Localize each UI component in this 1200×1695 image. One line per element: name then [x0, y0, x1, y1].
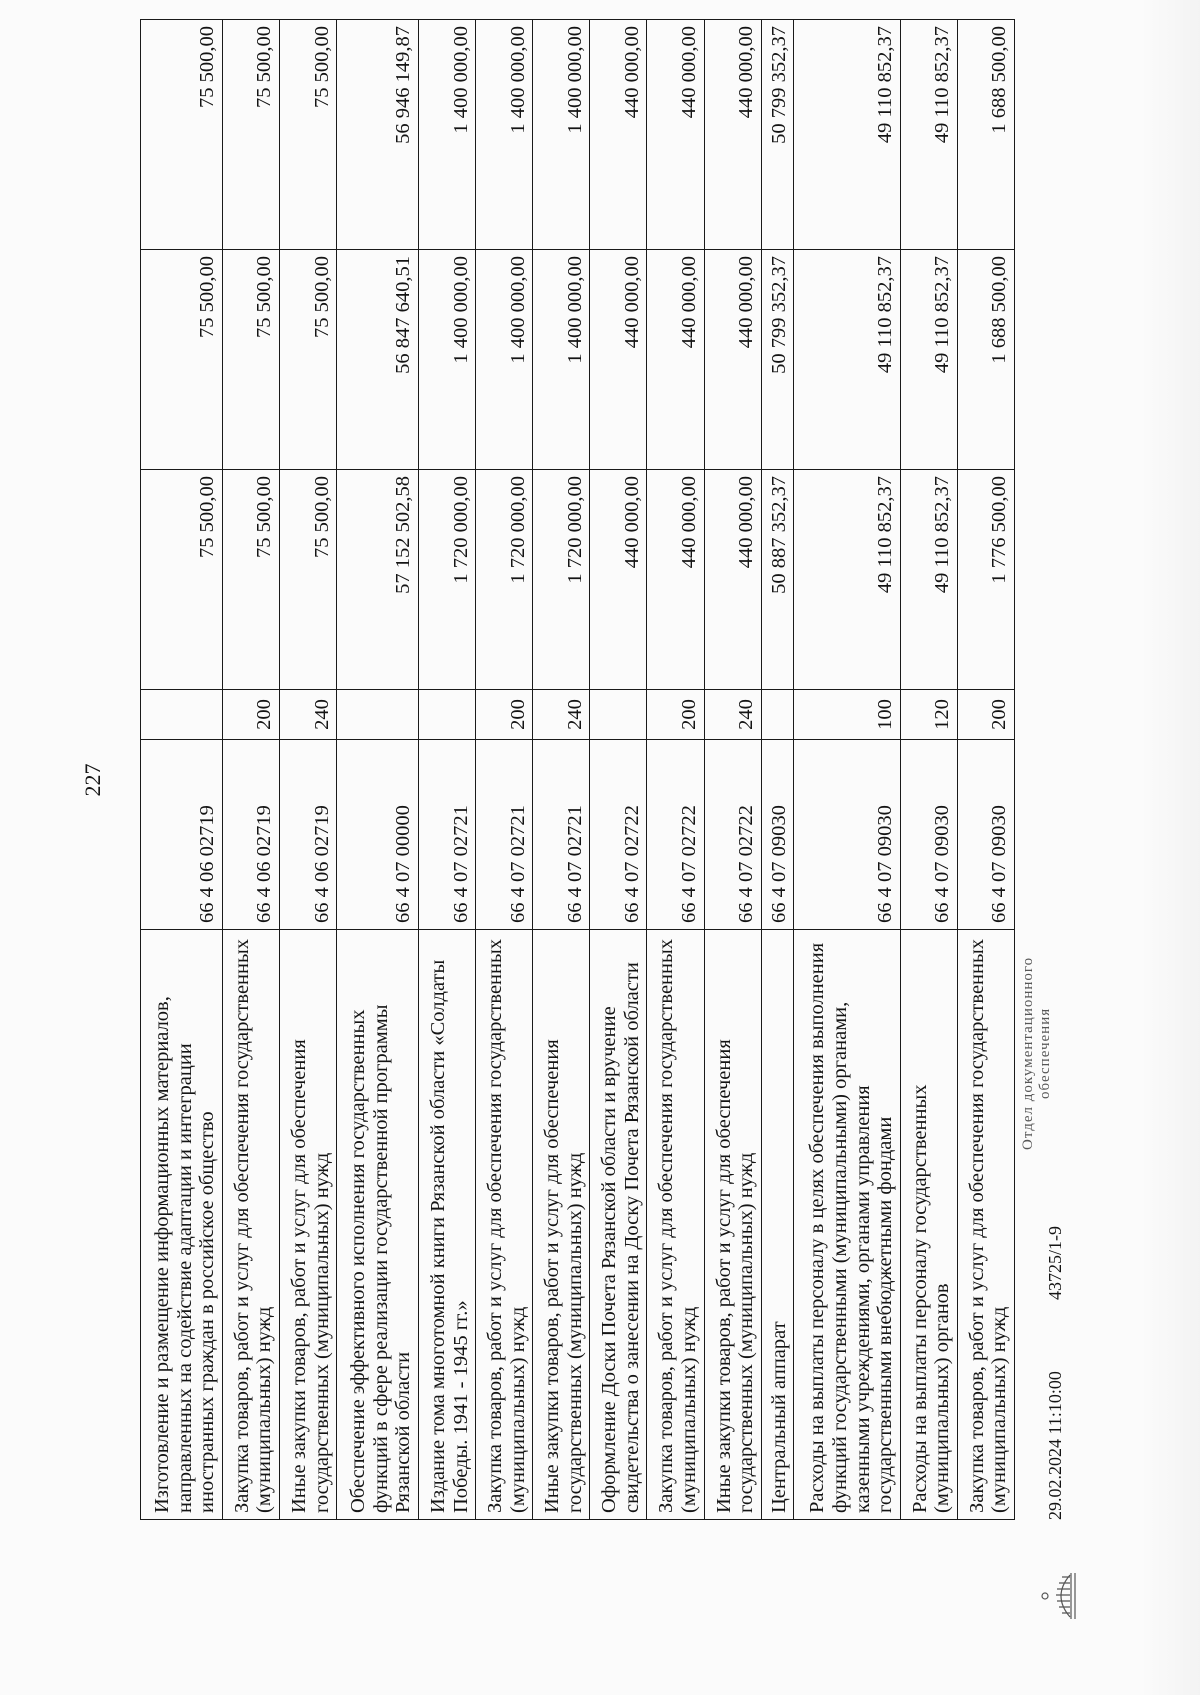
rotated-page	[80, 20, 1065, 1520]
row-value-2026-cell: 75 500,00	[222, 20, 279, 250]
row-value-2025-cell: 1 400 000,00	[418, 250, 475, 470]
table-row	[900, 20, 957, 1520]
row-name-cell: Изготовление и размещение информационных материалов, направленных на содействие адаптации и интеграции иностранных граждан в российское общество	[141, 930, 223, 1520]
row-value-2026-cell: 440 000,00	[647, 20, 704, 250]
row-code-cell: 66 4 06 02719	[222, 740, 279, 930]
row-vr-cell: 120	[900, 690, 957, 740]
row-value-2026-cell: 49 110 852,37	[900, 20, 957, 250]
row-name-cell: Иные закупки товаров, работ и услуг для обеспечения государственных (муниципальных) нужд	[704, 930, 761, 1520]
table-row	[590, 20, 647, 1520]
table-row	[418, 20, 475, 1520]
row-value-2026-cell: 1 400 000,00	[418, 20, 475, 250]
row-vr-cell	[418, 690, 475, 740]
row-value-2025-cell: 440 000,00	[647, 250, 704, 470]
row-code-cell: 66 4 06 02719	[141, 740, 223, 930]
row-value-2025-cell: 50 799 352,37	[761, 250, 793, 470]
row-vr-cell: 200	[957, 690, 1014, 740]
row-code-cell: 66 4 07 02721	[533, 740, 590, 930]
row-value-2025-cell: 440 000,00	[704, 250, 761, 470]
row-code-cell: 66 4 07 02722	[704, 740, 761, 930]
row-name-cell: Расходы на выплаты персоналу государственных (муниципальных) органов	[900, 930, 957, 1520]
emblem-icon	[1040, 1567, 1080, 1625]
row-value-2026-cell: 1 400 000,00	[533, 20, 590, 250]
row-vr-cell: 240	[704, 690, 761, 740]
row-code-cell: 66 4 06 02719	[279, 740, 336, 930]
row-value-2025-cell: 440 000,00	[590, 250, 647, 470]
row-value-2026-cell: 1 400 000,00	[476, 20, 533, 250]
row-vr-cell: 200	[647, 690, 704, 740]
row-vr-cell	[141, 690, 223, 740]
table-row	[279, 20, 336, 1520]
stamp-line-1: Отдел документационного	[1020, 956, 1036, 1150]
row-value-2026-cell: 75 500,00	[141, 20, 223, 250]
row-code-cell: 66 4 07 09030	[900, 740, 957, 930]
row-value-2026-cell: 440 000,00	[590, 20, 647, 250]
page-number: 227	[80, 763, 105, 797]
row-name-cell: Закупка товаров, работ и услуг для обеспечения государственных (муниципальных) нужд	[222, 930, 279, 1520]
row-code-cell: 66 4 07 09030	[761, 740, 793, 930]
table-row	[957, 20, 1014, 1520]
row-value-2024-cell: 1 720 000,00	[476, 470, 533, 690]
footer-date: 29.02.2024 11:10:00	[1045, 1371, 1065, 1520]
row-value-2024-cell: 440 000,00	[704, 470, 761, 690]
row-value-2025-cell: 1 400 000,00	[533, 250, 590, 470]
row-name-cell: Оформление Доски Почета Рязанской области и вручение свидетельства о занесении на Доску Почета Рязанской области	[590, 930, 647, 1520]
row-value-2024-cell: 75 500,00	[279, 470, 336, 690]
row-value-2025-cell: 1 688 500,00	[957, 250, 1014, 470]
department-stamp	[1020, 957, 1055, 1150]
row-code-cell: 66 4 07 00000	[337, 740, 419, 930]
budget-table-body	[141, 20, 1015, 1520]
row-name-cell: Центральный аппарат	[761, 930, 793, 1520]
table-row	[533, 20, 590, 1520]
row-vr-cell	[761, 690, 793, 740]
row-value-2024-cell: 49 110 852,37	[900, 470, 957, 690]
table-row	[222, 20, 279, 1520]
row-value-2024-cell: 50 887 352,37	[761, 470, 793, 690]
table-row	[704, 20, 761, 1520]
row-name-cell: Закупка товаров, работ и услуг для обеспечения государственных (муниципальных) нужд	[476, 930, 533, 1520]
row-vr-cell: 240	[279, 690, 336, 740]
row-value-2026-cell: 440 000,00	[704, 20, 761, 250]
budget-table	[140, 19, 1015, 1520]
row-name-cell: Издание тома многотомной книги Рязанской области «Солдаты Победы. 1941 - 1945 гг.»	[418, 930, 475, 1520]
row-name-cell: Обеспечение эффективного исполнения государственных функций в сфере реализации государственной программы Рязанской области	[337, 930, 419, 1520]
row-value-2024-cell: 49 110 852,37	[794, 470, 901, 690]
row-value-2024-cell: 75 500,00	[141, 470, 223, 690]
row-value-2025-cell: 75 500,00	[141, 250, 223, 470]
row-value-2025-cell: 56 847 640,51	[337, 250, 419, 470]
row-vr-cell: 200	[476, 690, 533, 740]
row-value-2026-cell: 75 500,00	[279, 20, 336, 250]
table-row	[647, 20, 704, 1520]
row-code-cell: 66 4 07 02721	[476, 740, 533, 930]
row-name-cell: Расходы на выплаты персоналу в целях обеспечения выполнения функций государственными (муниципальными) органами, казенными учреждениями, органами управления государственными внебюджетными фондами	[794, 930, 901, 1520]
footer-doc-id: 43725/1-9	[1045, 1226, 1065, 1300]
row-value-2025-cell: 75 500,00	[222, 250, 279, 470]
table-row	[794, 20, 901, 1520]
row-code-cell: 66 4 07 09030	[957, 740, 1014, 930]
row-value-2024-cell: 1 720 000,00	[418, 470, 475, 690]
row-value-2024-cell: 1 776 500,00	[957, 470, 1014, 690]
row-name-cell: Иные закупки товаров, работ и услуг для обеспечения государственных (муниципальных) нужд	[279, 930, 336, 1520]
row-vr-cell	[590, 690, 647, 740]
row-code-cell: 66 4 07 02722	[647, 740, 704, 930]
row-value-2025-cell: 1 400 000,00	[476, 250, 533, 470]
table-row	[476, 20, 533, 1520]
row-value-2026-cell: 56 946 149,87	[337, 20, 419, 250]
stamp-line-2: обеспечения	[1037, 1007, 1054, 1099]
row-name-cell: Закупка товаров, работ и услуг для обеспечения государственных (муниципальных) нужд	[647, 930, 704, 1520]
table-row	[337, 20, 419, 1520]
row-value-2025-cell: 75 500,00	[279, 250, 336, 470]
row-value-2026-cell: 1 688 500,00	[957, 20, 1014, 250]
row-vr-cell: 240	[533, 690, 590, 740]
row-code-cell: 66 4 07 09030	[794, 740, 901, 930]
row-value-2024-cell: 440 000,00	[590, 470, 647, 690]
row-value-2024-cell: 75 500,00	[222, 470, 279, 690]
row-vr-cell: 100	[794, 690, 901, 740]
row-value-2025-cell: 49 110 852,37	[900, 250, 957, 470]
row-name-cell: Закупка товаров, работ и услуг для обеспечения государственных (муниципальных) нужд	[957, 930, 1014, 1520]
table-row	[761, 20, 793, 1520]
row-vr-cell: 200	[222, 690, 279, 740]
row-value-2024-cell: 1 720 000,00	[533, 470, 590, 690]
row-value-2026-cell: 50 799 352,37	[761, 20, 793, 250]
row-vr-cell	[337, 690, 419, 740]
row-value-2024-cell: 440 000,00	[647, 470, 704, 690]
table-row	[141, 20, 223, 1520]
row-code-cell: 66 4 07 02722	[590, 740, 647, 930]
row-value-2025-cell: 49 110 852,37	[794, 250, 901, 470]
row-code-cell: 66 4 07 02721	[418, 740, 475, 930]
scan-edge-shadow	[1140, 0, 1200, 1695]
row-value-2024-cell: 57 152 502,58	[337, 470, 419, 690]
row-name-cell: Иные закупки товаров, работ и услуг для обеспечения государственных (муниципальных) нужд	[533, 930, 590, 1520]
row-value-2026-cell: 49 110 852,37	[794, 20, 901, 250]
